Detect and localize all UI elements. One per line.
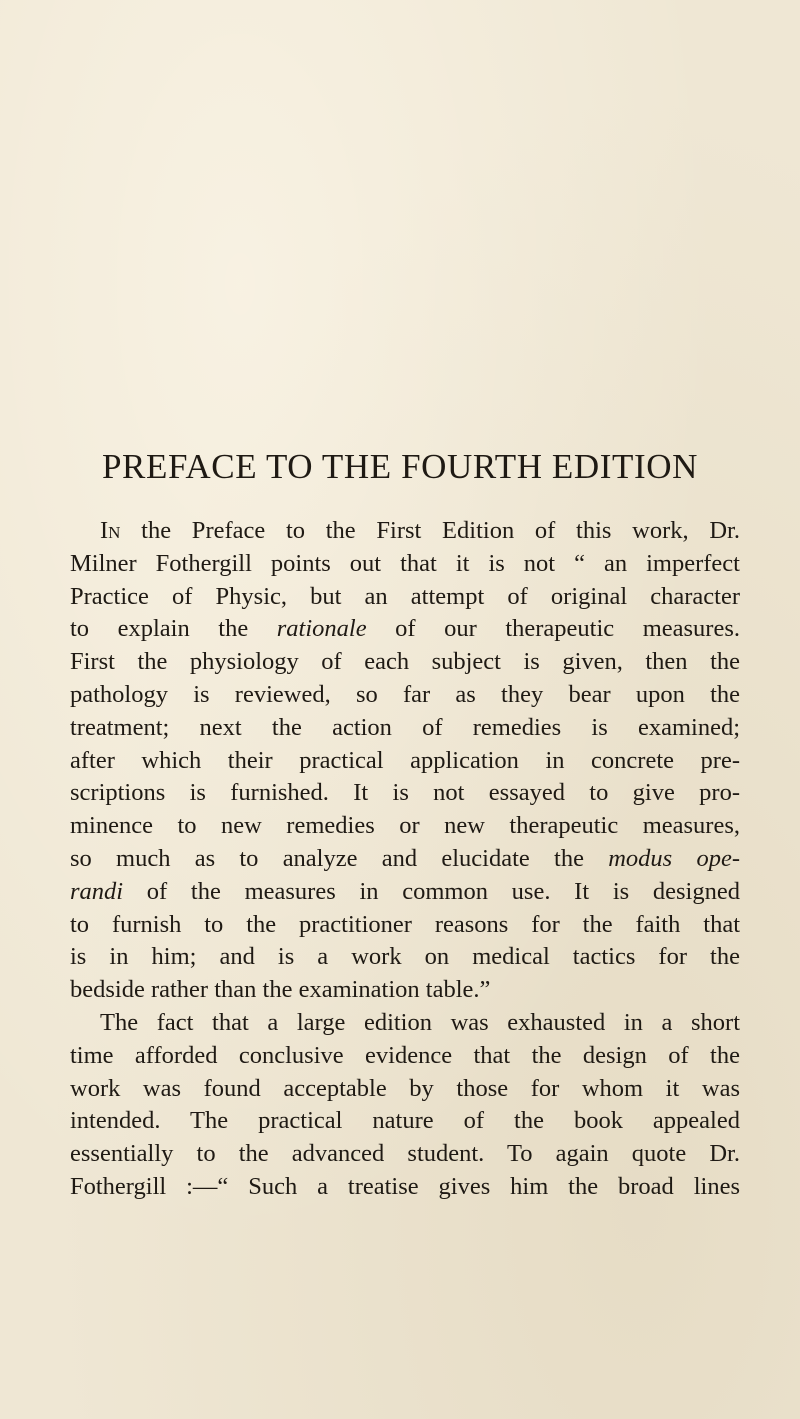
drop-initial-word: In bbox=[100, 517, 121, 544]
italic-term: rationale bbox=[276, 615, 367, 643]
text-line: The fact that a large edition was exhausted in a short bbox=[100, 1008, 740, 1036]
text-line: to explain the rationale of our therapeutic measures. bbox=[70, 615, 740, 643]
text-line: scriptions is furnished. It is not essayed to give pro- bbox=[70, 779, 740, 807]
italic-term: randi bbox=[70, 877, 124, 905]
text-line: work was found acceptable by those for whom it was bbox=[70, 1074, 740, 1102]
text-line: pathology is reviewed, so far as they bear upon the bbox=[70, 680, 740, 708]
text-line: Fothergill :—“ Such a treatise gives him the broad lines bbox=[70, 1172, 740, 1200]
text-line: First the physiology of each subject is given, then the bbox=[70, 648, 740, 676]
text-line: is in him; and is a work on medical tactics for the bbox=[70, 943, 740, 971]
italic-term: modus ope- bbox=[608, 844, 740, 872]
text-line: Milner Fothergill points out that it is not “ an imperfect bbox=[70, 549, 740, 577]
text-line: minence to new remedies or new therapeutic measures, bbox=[70, 812, 740, 840]
paragraph-1 bbox=[70, 515, 740, 1007]
text-line: after which their practical application in concrete pre- bbox=[70, 746, 740, 774]
text-line: randi of the measures in common use. It is designed bbox=[70, 877, 740, 905]
text-line: time afforded conclusive evidence that the design of the bbox=[70, 1041, 740, 1069]
text-line: In the Preface to the First Edition of this work, Dr. bbox=[100, 517, 740, 544]
text-line: to furnish to the practitioner reasons for the faith that bbox=[70, 910, 740, 938]
body-text bbox=[70, 515, 740, 1204]
text-line: Practice of Physic, but an attempt of original character bbox=[70, 582, 740, 610]
text-line: treatment; next the action of remedies is examined; bbox=[70, 713, 740, 741]
text-line: bedside rather than the examination table.” bbox=[70, 976, 491, 1004]
text-line: essentially to the advanced student. To again quote Dr. bbox=[70, 1140, 740, 1168]
text-line: intended. The practical nature of the book appealed bbox=[70, 1107, 740, 1135]
text-line: so much as to analyze and elucidate the modus ope- bbox=[70, 844, 740, 872]
page-title: PREFACE TO THE FOURTH EDITION bbox=[101, 447, 699, 486]
paragraph-2 bbox=[70, 1007, 740, 1204]
